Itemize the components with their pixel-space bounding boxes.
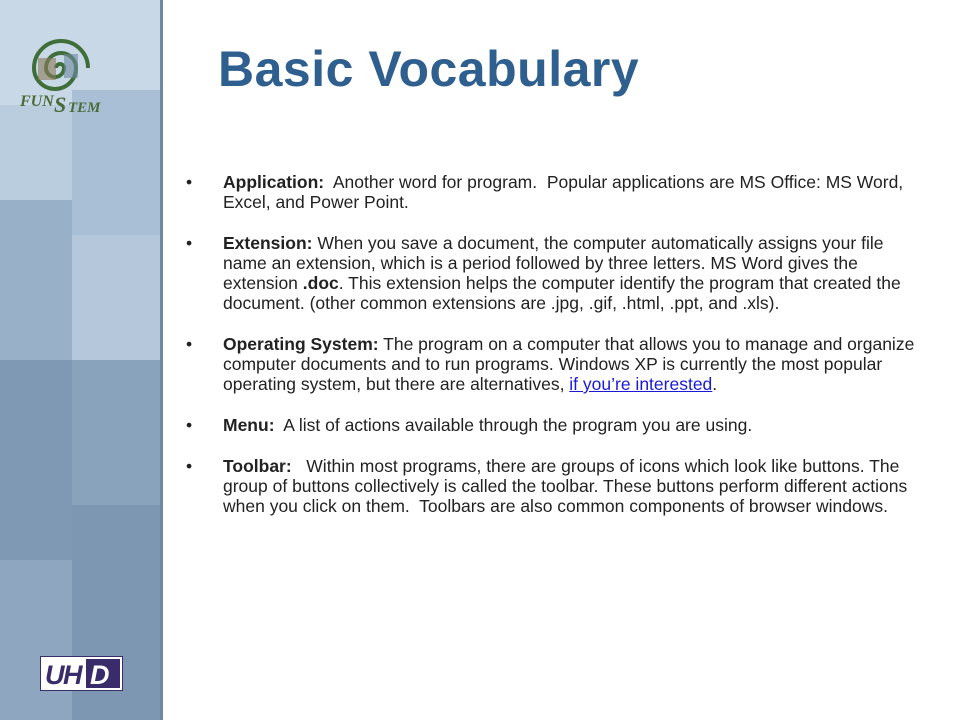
term-definition: A list of actions available through the program you are using. <box>274 415 753 435</box>
svg-text:U: U <box>45 660 65 688</box>
alternatives-link[interactable]: if you’re interested <box>569 374 713 394</box>
sidebar-tile <box>0 560 72 720</box>
bullet-icon: • <box>186 456 193 476</box>
svg-text:H: H <box>63 660 83 688</box>
sidebar-tile <box>72 360 163 505</box>
term-label: Operating System: <box>223 334 379 354</box>
term-definition: Another word for program. Popular applications are MS Office: MS Word, Excel, and Power Point. <box>223 172 909 212</box>
svg-text:TEM: TEM <box>68 100 101 114</box>
list-item-extension <box>186 233 931 313</box>
bullet-icon: • <box>186 334 193 354</box>
extension-example: .doc <box>302 273 339 293</box>
term-definition: The program on a computer that allows you to manage and organize computer documents and to run programs. Windows XP is currently the most popular operating system, but there are alternatives, <box>223 334 915 394</box>
uhd-logo-mark <box>43 659 120 688</box>
fun-stem-logo <box>18 28 102 114</box>
bullet-icon: • <box>186 172 193 192</box>
svg-text:D: D <box>90 660 110 688</box>
bullet-icon: • <box>186 415 193 435</box>
photo-collage-icon <box>64 54 78 78</box>
bullet-icon: • <box>186 233 193 253</box>
term-definition-continued: . <box>712 374 718 394</box>
sidebar-tile <box>0 360 72 560</box>
list-item-operating-system <box>186 334 931 394</box>
term-definition-continued: . This extension helps the computer identify the program that created the document. (other common extensions are .jpg, .gif, .html, .ppt, and .xls). <box>223 273 901 313</box>
sidebar-tile <box>72 235 163 360</box>
uhd-logo <box>40 656 123 691</box>
term-label: Toolbar: <box>223 456 292 476</box>
sidebar-edge <box>160 0 163 720</box>
term-label: Application: <box>223 172 325 192</box>
list-item-toolbar <box>186 456 931 516</box>
svg-text:S: S <box>54 92 67 114</box>
sidebar-tile <box>0 200 72 360</box>
list-item-menu <box>186 415 931 435</box>
sidebar-tile <box>0 105 72 200</box>
list-item-application <box>186 172 931 212</box>
term-definition: When you save a document, the computer automatically assigns your file name an extension, which is a period followed by three letters. MS Word gives the extension <box>223 233 884 293</box>
vocabulary-list <box>186 172 931 516</box>
photo-collage-icon <box>38 58 56 80</box>
slide-title: Basic Vocabulary <box>218 41 640 97</box>
svg-text:FUN: FUN <box>20 93 54 110</box>
term-label: Menu: <box>223 415 275 435</box>
term-label: Extension: <box>223 233 313 253</box>
term-definition: Within most programs, there are groups of icons which look like buttons. The group of buttons collectively is called the toolbar. These buttons perform different actions when you click on them. Toolbars are also common components of browser windows. <box>223 456 913 516</box>
